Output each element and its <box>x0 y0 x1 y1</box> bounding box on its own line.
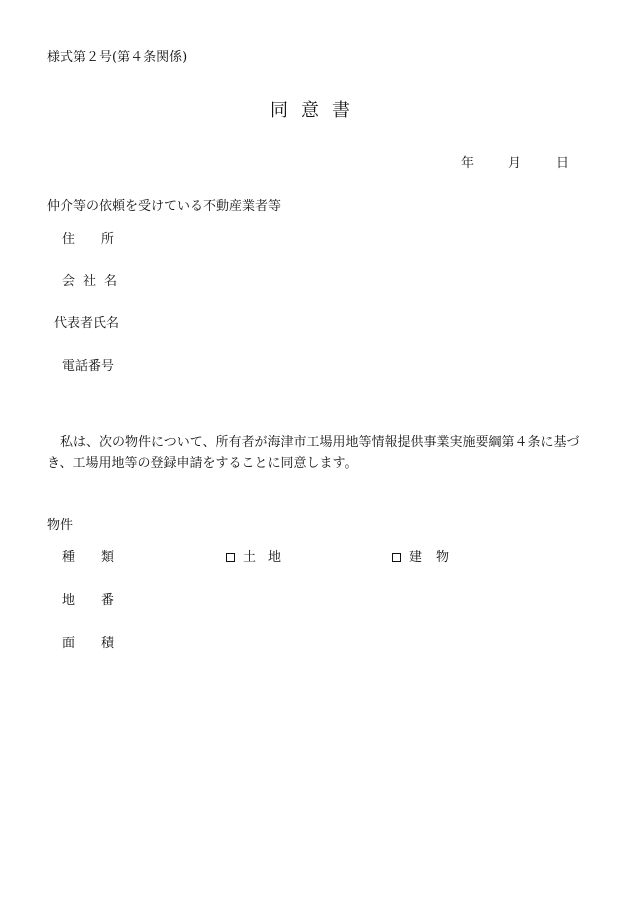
area-label: 面積 <box>62 636 141 651</box>
date-year-label: 年 <box>461 156 475 171</box>
document-title: 同意書 <box>270 100 363 121</box>
property-heading: 物件 <box>47 518 74 533</box>
property-type-label: 種類 <box>62 550 141 565</box>
building-checkbox[interactable] <box>392 553 401 562</box>
date-month-label: 月 <box>508 156 522 171</box>
company-name-label: 会社名 <box>62 274 126 289</box>
option-land[interactable] <box>226 550 293 566</box>
address-label: 住所 <box>62 232 141 247</box>
lot-number-label: 地番 <box>62 593 141 608</box>
date-day-label: 日 <box>556 156 570 171</box>
option-building[interactable] <box>392 550 463 566</box>
phone-number-label: 電話番号 <box>62 359 115 374</box>
form-number: 様式第２号(第４条関係) <box>47 50 188 65</box>
building-option-label: 建物 <box>409 550 464 565</box>
land-option-label: 土地 <box>243 550 294 565</box>
land-checkbox[interactable] <box>226 553 235 562</box>
consent-statement: 私は、次の物件について、所有者が海津市工場用地等情報提供事業実施要綱第４条に基づき、工場用地等の登録申請をすることに同意します。 <box>47 435 580 471</box>
representative-name-label: 代表者氏名 <box>54 316 120 331</box>
agent-heading: 仲介等の依頼を受けている不動産業者等 <box>47 199 282 214</box>
